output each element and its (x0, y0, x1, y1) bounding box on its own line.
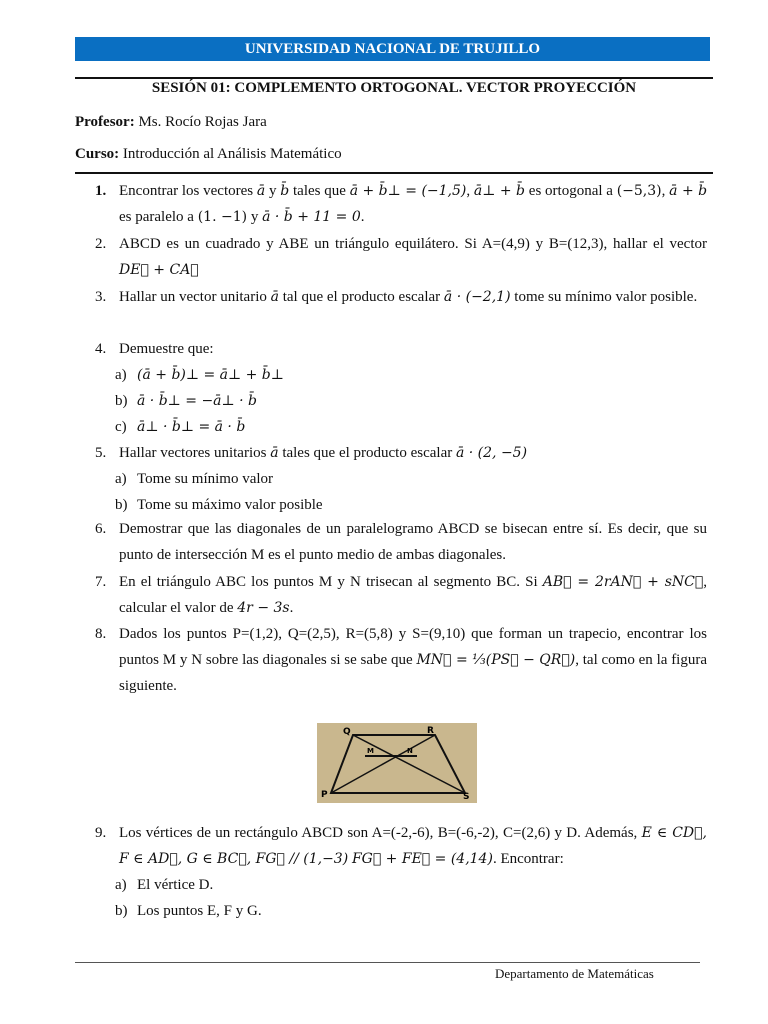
math: AB⃗ = 2rAN⃗ + sNC⃗ (542, 574, 704, 590)
exercise-number: 2. (95, 236, 107, 252)
exercise-7 (95, 569, 707, 621)
exercise-1 (95, 178, 707, 230)
text: En el triángulo ABC los puntos M y N trisecan al segmento BC. Si (119, 574, 538, 590)
text: Tome su mínimo valor (137, 471, 274, 487)
exercise-2 (95, 231, 707, 283)
text: . (289, 600, 294, 616)
text: calcular el valor de (119, 600, 234, 616)
text: . Encontrar: (492, 851, 564, 867)
text: Hallar vectores unitarios (119, 445, 267, 461)
math: MN⃗ = ⅓(PS⃗ − QR⃗) (416, 652, 576, 668)
math: DE⃗ + CA⃗ (119, 262, 199, 278)
exercise-number: 1. (95, 183, 107, 199)
math: (ā + b̄)⊥ = ā⊥ + b̄⊥ (137, 367, 284, 383)
math: ā (256, 183, 266, 199)
math: b̄ (280, 183, 290, 199)
math: ā · (2, −5) (455, 445, 528, 461)
exercise-number: 9. (95, 825, 107, 841)
math: ā (270, 445, 279, 461)
text: tales que (293, 183, 346, 199)
curso-label: Curso: (75, 146, 120, 162)
text: tal que el producto escalar (282, 289, 441, 305)
math: 4r − 3s (237, 600, 290, 616)
label-q: Q (343, 727, 351, 737)
text: , (703, 574, 707, 590)
text: y (269, 183, 277, 199)
label-p: P (321, 790, 328, 800)
diagonal-pr (331, 735, 435, 793)
exercise-6 (95, 516, 707, 568)
exercise-4a (115, 362, 284, 388)
text: , (466, 183, 471, 199)
item-letter: a) (115, 367, 127, 383)
text: El vértice D. (137, 877, 214, 893)
curso-name: Introducción al Análisis Matemático (122, 146, 342, 162)
math: ā · b̄ + 11 = 0 (262, 209, 361, 225)
exercise-4c (115, 414, 245, 440)
exercise-9a (115, 872, 213, 898)
exercise-9b (115, 898, 262, 924)
text: Hallar un vector unitario (119, 289, 267, 305)
trapezoid-outline (331, 735, 465, 793)
text: tome su mínimo valor posible. (514, 289, 698, 305)
exercise-3 (95, 284, 707, 310)
diagonal-qs (353, 735, 465, 793)
text: es ortogonal a (528, 183, 613, 199)
label-r: R (427, 726, 434, 736)
footer-department: Departamento de Matemáticas (495, 966, 654, 981)
exercise-8 (95, 621, 707, 699)
exercise-4 (95, 336, 707, 362)
exercise-5a (115, 466, 273, 492)
exercise-number: 7. (95, 574, 107, 590)
text: Los vértices de un rectángulo ABCD son A=(-2,-6), B=(-6,-2), C=(2,6) y D. Además, (119, 825, 638, 841)
exercise-number: 4. (95, 341, 107, 357)
footer-rule (75, 962, 700, 963)
text: ABCD es un cuadrado y ABE un triángulo equilátero. Si A=(4,9) y B=(12,3), hallar el vector (119, 236, 707, 252)
math: FG⃗ + FE⃗ = (4,14) (351, 851, 493, 867)
math: ā + b̄⊥ = (−1,5) (349, 183, 467, 199)
exercise-4b (115, 388, 257, 414)
item-letter: b) (115, 497, 128, 513)
text: . (360, 209, 365, 225)
exercise-5b (115, 492, 323, 518)
profesor-label: Profesor: (75, 114, 135, 130)
math: ā · (−2,1) (443, 289, 511, 305)
text: y (250, 209, 259, 225)
exercise-number: 6. (95, 521, 107, 537)
profesor-name: Ms. Rocío Rojas Jara (138, 114, 267, 130)
text: Los puntos E, F y G. (137, 903, 262, 919)
text: tales que el producto escalar (282, 445, 453, 461)
math: (−5,3) (616, 183, 662, 199)
curso-line (75, 146, 342, 163)
top-rule (75, 77, 713, 79)
session-title: SESIÓN 01: COMPLEMENTO ORTOGONAL. VECTOR PROYECCIÓN (151, 80, 637, 96)
label-n: N (407, 747, 413, 755)
text: es paralelo a (119, 209, 194, 225)
math: ā + b̄ (669, 183, 708, 199)
math: E ∈ CD⃗, F ∈ AD⃗, G ∈ BC⃗, FG⃗ // (1,−3) (119, 825, 707, 867)
math: (1. −1) (197, 209, 248, 225)
text: , tal como en la figura siguiente. (119, 652, 708, 694)
text: Dados los puntos P=(1,2), Q=(2,5), R=(5,8) y S=(9,10) que forman un trapecio, encontrar los puntos M y N sobre las diagonales si se sabe que (119, 626, 707, 668)
profesor-line (75, 114, 267, 131)
text: Demuestre que: (119, 341, 214, 357)
math: ā · b̄⊥ = −ā⊥ · b̄ (137, 393, 258, 409)
text: Tome su máximo valor posible (137, 497, 323, 513)
label-s: S (463, 792, 470, 802)
university-banner: UNIVERSIDAD NACIONAL DE TRUJILLO (75, 37, 710, 61)
exercise-5 (95, 440, 707, 466)
label-m: M (367, 747, 374, 755)
item-letter: a) (115, 877, 127, 893)
exercise-number: 3. (95, 289, 107, 305)
math: ā⊥ + b̄ (473, 183, 526, 199)
trapezoid-figure (317, 723, 477, 803)
text: , (661, 183, 666, 199)
math: ā⊥ · b̄⊥ = ā · b̄ (137, 419, 246, 435)
header-bottom-rule (75, 172, 713, 174)
exercise-9 (95, 820, 707, 872)
item-letter: b) (115, 903, 128, 919)
item-letter: a) (115, 471, 127, 487)
exercise-number: 8. (95, 626, 107, 642)
trapezoid-diagram (317, 723, 477, 803)
text: Encontrar los vectores (119, 183, 254, 199)
exercise-number: 5. (95, 445, 107, 461)
item-letter: b) (115, 393, 128, 409)
math: ā (270, 289, 279, 305)
item-letter: c) (115, 419, 127, 435)
text: Demostrar que las diagonales de un paralelogramo ABCD se bisecan entre sí. Es decir, que su punto de intersección M es el punto medio de ambas diagonales. (119, 521, 707, 563)
